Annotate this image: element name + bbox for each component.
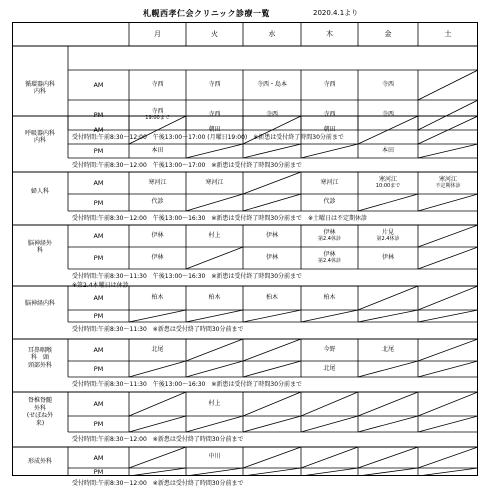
pm-label: PM <box>93 468 104 476</box>
pm-cell <box>129 247 186 269</box>
pm-cell <box>301 247 358 269</box>
closed-slot-diagonal <box>418 392 478 416</box>
closed-slot-diagonal <box>243 416 301 432</box>
am-label: AM <box>93 453 104 462</box>
am-label: AM <box>93 126 104 134</box>
am-label: AM <box>93 179 104 187</box>
doctor-name: 寺西 <box>381 80 394 88</box>
doctor-name: 本田 <box>151 146 164 154</box>
am-cell <box>301 172 358 194</box>
doctor-name: 北尾 <box>323 364 336 372</box>
cell-note: 19:00まで <box>145 114 170 121</box>
am-cell <box>301 70 358 100</box>
closed-slot-diagonal <box>358 416 418 432</box>
doctor-name: 寒河江 <box>378 175 397 183</box>
am-cell <box>186 116 243 144</box>
doctor-name: 柏木 <box>323 293 336 301</box>
doctor-name: 朝田 <box>208 125 221 133</box>
closed-slot-diagonal <box>418 361 478 377</box>
closed-slot-diagonal <box>418 70 478 100</box>
day-header-5: 土 <box>444 30 452 38</box>
am-cell <box>418 172 478 194</box>
doctor-name: 柏木 <box>265 293 278 301</box>
closed-slot-diagonal <box>129 468 186 476</box>
closed-slot-diagonal <box>418 339 478 361</box>
doctor-name: 寺西 <box>208 80 221 88</box>
day-header-3: 木 <box>326 30 333 38</box>
closed-slot-diagonal <box>301 144 358 158</box>
closed-slot-diagonal <box>186 247 243 269</box>
doctor-name: 北尾 <box>381 345 394 353</box>
closed-slot-diagonal <box>186 361 243 377</box>
closed-slot-diagonal <box>186 310 243 322</box>
closed-slot-diagonal <box>301 310 358 322</box>
closed-slot-diagonal <box>129 447 186 468</box>
closed-slot-diagonal <box>358 392 418 416</box>
reception-hours-note: 受付時間:午前8:30～11:30 ※新患は受付終了時間30分前まで <box>72 326 244 333</box>
reception-hours-note: ※第2.4木曜日は休診 <box>72 282 129 289</box>
closed-slot-diagonal <box>418 447 478 468</box>
closed-slot-diagonal <box>186 416 243 432</box>
doctor-name: 寒河江 <box>320 178 339 186</box>
closed-slot-diagonal <box>358 447 418 468</box>
am-cell <box>243 70 301 100</box>
closed-slot-diagonal <box>418 194 478 211</box>
closed-slot-diagonal <box>243 172 301 194</box>
am-cell <box>129 172 186 194</box>
closed-slot-diagonal <box>186 144 243 158</box>
am-cell <box>301 286 358 310</box>
am-cell <box>358 172 418 194</box>
day-header-2: 水 <box>268 30 276 38</box>
department-name: 呼吸器内科 内科 <box>24 129 55 144</box>
pm-cell <box>243 247 301 269</box>
closed-slot-diagonal <box>358 194 418 211</box>
closed-slot-diagonal <box>418 225 478 247</box>
am-cell <box>129 339 186 361</box>
doctor-name: 村上 <box>208 231 221 239</box>
pm-cell <box>243 100 301 130</box>
am-label: AM <box>93 346 104 354</box>
am-cell <box>243 286 301 310</box>
closed-slot-diagonal <box>418 310 478 322</box>
cell-note: 10:00まで <box>375 182 401 189</box>
doctor-name: 伊林 <box>265 253 278 261</box>
closed-slot-diagonal <box>243 361 301 377</box>
pm-cell <box>129 100 186 130</box>
doctor-name: 伊林 <box>151 253 164 261</box>
doctor-name: 伊林 <box>323 228 336 236</box>
doctor-name: 本田 <box>381 146 394 154</box>
day-header-1: 火 <box>211 30 218 38</box>
schedule-table <box>12 22 478 487</box>
closed-slot-diagonal <box>418 144 478 158</box>
am-cell <box>129 225 186 247</box>
am-cell <box>186 286 243 310</box>
day-header-0: 月 <box>154 30 161 38</box>
closed-slot-diagonal <box>243 468 301 476</box>
cell-note: 不定期休診 <box>435 182 461 189</box>
doctor-name: 伊林 <box>151 231 164 239</box>
closed-slot-diagonal <box>358 361 418 377</box>
page-title: 札幌西孝仁会クリニック診療一覧 <box>143 9 271 18</box>
department-name: 婦人科 <box>30 187 49 195</box>
am-cell <box>186 225 243 247</box>
reception-hours-note: 受付時間:午前8:30～12:00 午後13:00～17:00 (月曜日19:00) ※新患は受付終了時間30分前まで <box>72 134 344 141</box>
pm-cell <box>301 361 358 377</box>
am-cell <box>186 70 243 100</box>
closed-slot-diagonal <box>418 468 478 476</box>
pm-label: PM <box>93 365 104 373</box>
closed-slot-diagonal <box>418 100 478 130</box>
doctor-name: 寺西 <box>323 80 336 88</box>
doctor-name: 伊林 <box>265 231 278 239</box>
closed-slot-diagonal <box>129 392 186 416</box>
doctor-name: 寺西・島本 <box>256 80 287 88</box>
doctor-name: 代診 <box>323 198 336 206</box>
doctor-name: 寒河江 <box>148 178 167 186</box>
doctor-name: 村上 <box>208 399 221 407</box>
am-cell <box>358 70 418 100</box>
doctor-name: 寒河江 <box>438 175 457 183</box>
closed-slot-diagonal <box>358 310 418 322</box>
pm-label: PM <box>93 198 104 207</box>
am-label: AM <box>93 400 104 408</box>
closed-slot-diagonal <box>129 416 186 432</box>
closed-slot-diagonal <box>418 247 478 269</box>
department-name: 脳神経外 科 <box>27 239 52 254</box>
cell-note: 第2.4休診 <box>318 257 341 264</box>
am-label: AM <box>93 81 104 89</box>
am-cell <box>301 339 358 361</box>
reception-hours-note: 受付時間:午前8:30～11:30 午後13:00～16:30 ※新患は受付終了時間30分前まで <box>72 273 303 280</box>
closed-slot-diagonal <box>243 194 301 211</box>
closed-slot-diagonal <box>243 310 301 322</box>
am-cell <box>186 447 243 468</box>
pm-label: PM <box>93 420 104 428</box>
closed-slot-diagonal <box>358 468 418 476</box>
am-cell <box>243 225 301 247</box>
am-cell <box>358 339 418 361</box>
cell-note: 第2.4休診 <box>376 235 400 242</box>
doctor-name: 伊林 <box>323 250 336 258</box>
pm-cell <box>358 247 418 269</box>
closed-slot-diagonal <box>301 447 358 468</box>
department-name: 耳鼻咽喉 科 頭 頸部外科 <box>27 346 52 369</box>
doctor-name: 伊林 <box>381 253 394 261</box>
pm-cell <box>358 100 418 130</box>
doctor-name: 寺西 <box>265 110 278 118</box>
cell-note: 第2.4休診 <box>318 235 341 242</box>
pm-label: PM <box>93 312 104 320</box>
doctor-name: 朝田 <box>323 125 336 133</box>
department-name: 脊椎脊髄 外科 (せぼね外 来) <box>26 397 54 427</box>
am-cell <box>301 116 358 144</box>
closed-slot-diagonal <box>358 286 418 310</box>
pm-label: PM <box>93 254 104 262</box>
doctor-name: 今野 <box>323 345 336 353</box>
effective-date: 2020.4.1より <box>313 9 359 17</box>
closed-slot-diagonal <box>243 144 301 158</box>
closed-slot-diagonal <box>186 194 243 211</box>
pm-cell <box>129 144 186 158</box>
reception-hours-note: 受付時間:午前8:30～12:00 ※新患は受付終了時間30分前まで <box>72 436 244 443</box>
pm-cell <box>301 194 358 211</box>
am-cell <box>129 70 186 100</box>
doctor-name: 代診 <box>151 198 164 206</box>
doctor-name: 柏木 <box>208 293 221 301</box>
reception-hours-note: 受付時間:午前8:30～12:00 ※新患は受付終了時間30分前まで <box>72 480 244 487</box>
doctor-name: 寒河江 <box>205 178 224 186</box>
closed-slot-diagonal <box>418 286 478 310</box>
closed-slot-diagonal <box>243 392 301 416</box>
pm-label: PM <box>93 147 104 155</box>
closed-slot-diagonal <box>186 468 243 476</box>
day-header-4: 金 <box>384 30 392 38</box>
department-name: 脳神経内科 <box>24 300 55 308</box>
pm-cell <box>129 194 186 211</box>
doctor-name: 寺西 <box>208 110 221 118</box>
closed-slot-diagonal <box>301 392 358 416</box>
closed-slot-diagonal <box>186 339 243 361</box>
schedule-header <box>0 8 488 22</box>
doctor-name: 片見 <box>381 228 394 236</box>
reception-hours-note: 受付時間:午前8:30～11:30 午後13:00～16:30 ※新患は受付終了時間30分前まで <box>72 381 303 388</box>
am-label: AM <box>93 232 104 240</box>
closed-slot-diagonal <box>301 468 358 476</box>
closed-slot-diagonal <box>129 310 186 322</box>
closed-slot-diagonal <box>301 416 358 432</box>
reception-hours-note: 受付時間:午前8:30～12:00 午後13:00～16:30 ※新患は受付終了時間30分前まで ※土曜日は不定期休診 <box>72 215 368 222</box>
doctor-name: 柏木 <box>151 293 164 301</box>
doctor-name: 寺西 <box>151 80 164 88</box>
pm-label: PM <box>93 111 104 119</box>
am-cell <box>301 225 358 247</box>
doctor-name: 寺西 <box>151 107 164 115</box>
doctor-name: 寺西 <box>323 110 336 118</box>
am-cell <box>186 392 243 416</box>
am-label: AM <box>93 294 104 302</box>
reception-hours-note: 受付時間:午前8:30～12:00 午後13:00～17:00 ※新患は受付終了時間30分前まで <box>72 162 303 169</box>
am-cell <box>186 172 243 194</box>
doctor-name: 中川 <box>208 453 221 461</box>
doctor-name: 寺西 <box>381 110 394 118</box>
am-cell <box>129 286 186 310</box>
closed-slot-diagonal <box>418 416 478 432</box>
closed-slot-diagonal <box>243 447 301 468</box>
closed-slot-diagonal <box>129 361 186 377</box>
department-name: 形成外科 <box>27 457 52 465</box>
doctor-name: 北尾 <box>151 345 164 353</box>
department-name: 循環器内科 内科 <box>24 80 55 95</box>
closed-slot-diagonal <box>243 339 301 361</box>
pm-cell <box>358 144 418 158</box>
am-cell <box>358 225 418 247</box>
